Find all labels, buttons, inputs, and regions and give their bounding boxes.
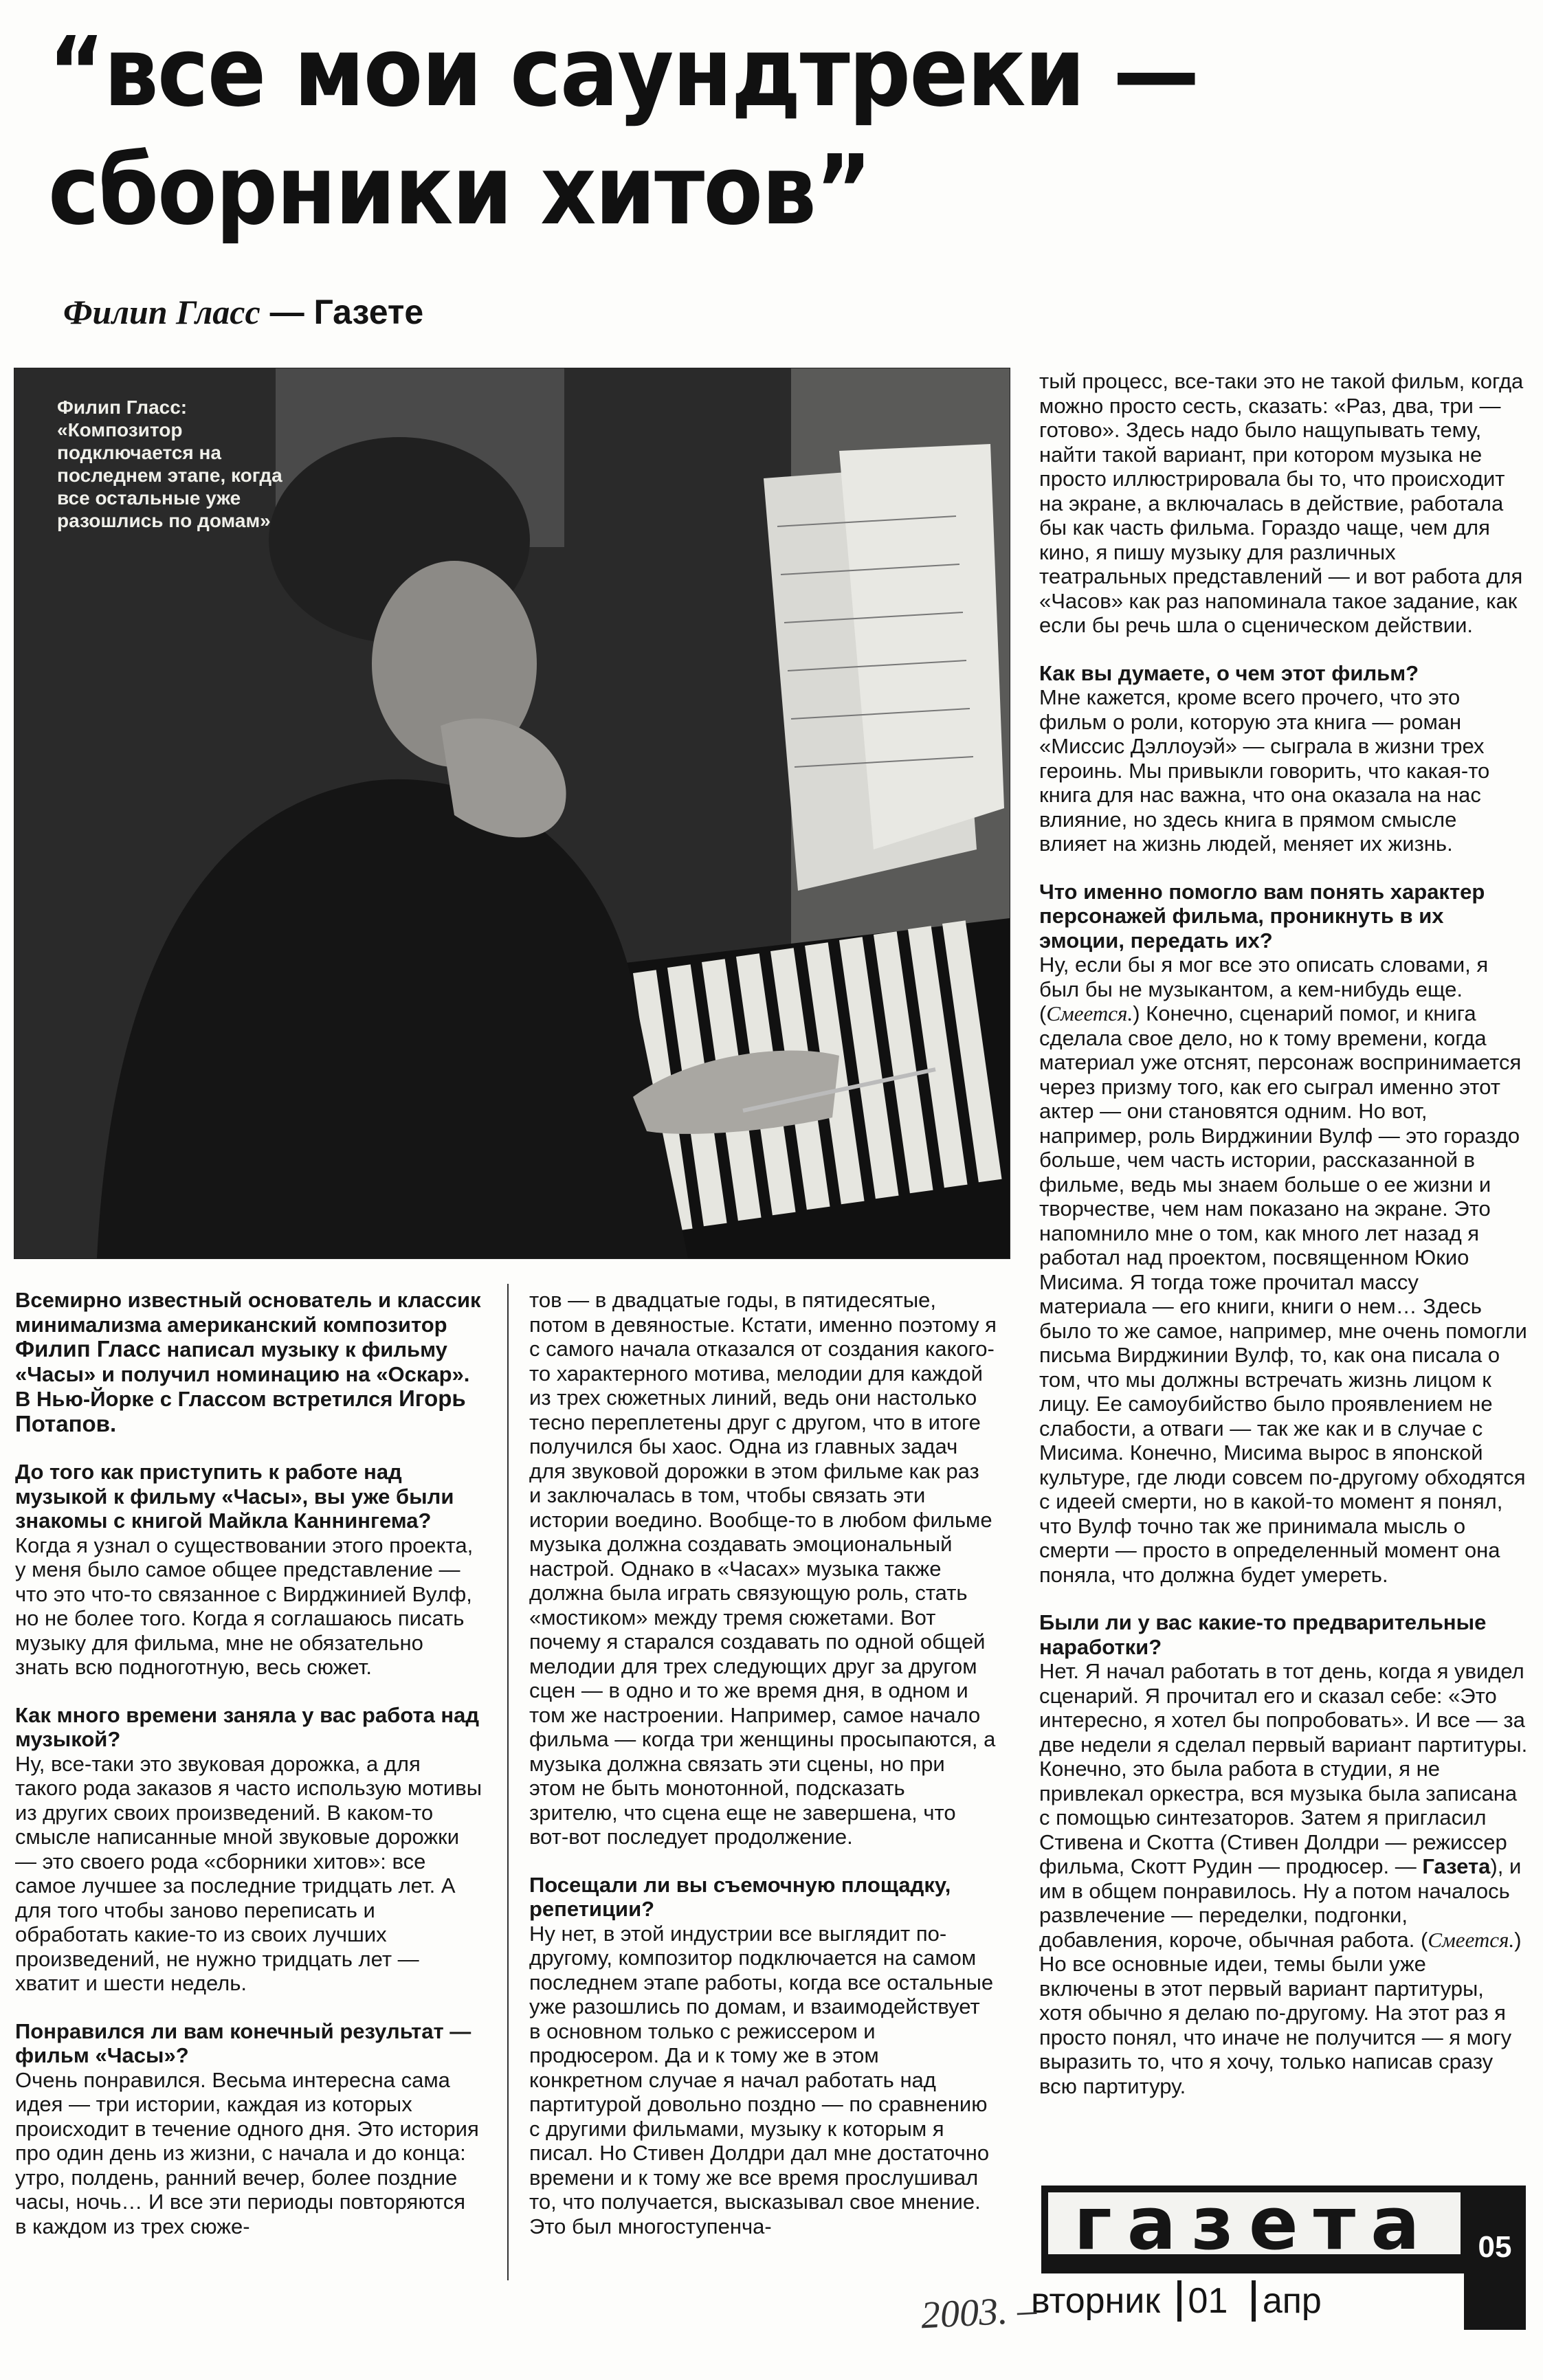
lead-text-2: написал музыку к фильму «Часы» и получил номинацию на «Оскар». В Нью-Йорке с Глассом встретился bbox=[15, 1337, 470, 1411]
answer-3-part-1: Очень понравился. Весьма интересна сама идея — три истории, каждая из которых происходит в течение одного дня. Это история про один день из жизни, с начала и до конца: утро, полдень, ранний вечер, более поздние часы, ночь… И все эти периоды повторяются в каждом из трех сюже- bbox=[15, 2067, 479, 2238]
lead-text-1: Всемирно известный основатель и классик минимализма американский композитор bbox=[15, 1288, 481, 1337]
question-2: Как много времени заняла у вас работа над музыкой? bbox=[15, 1702, 480, 1751]
newspaper-logo: газета bbox=[1048, 2192, 1461, 2254]
photo-caption: Филип Гласс: «Композитор подключается на последнем этапе, когда все остальные уже разошлись по домам» bbox=[57, 397, 282, 531]
answer-3-part-2: тов — в двадцатые годы, в пятидесятые, потом в девяностые. Кстати, именно поэтому я с самого начала отказался от создания какого-то характерного мотива, мелодии для каждой из трех сюжетных линий, ведь они настолько тесно переплетены друг с другом, что в итоге получился бы хаос. Одна из главных задач для звуковой дорожки в этом фильме как раз и заключалась в том, чтобы связать эти истории воедино. Вообще-то в любом фильме музыка должна создавать эмоциональный настрой. Однако в «Часах» музыка также должна была играть связующую роль, стать «мостиком» между тремя сюжетами. Вот почему я старался создавать по одной общей мелодии для трех следующих друг за другом сцен — в одно и то же время дня, в одном и том же настроении. Например, самое начало фильма — когда три женщины просыпаются, а музыка должна связать эти сцены, но при этом не быть монотонной, подсказать зрителю, что сцена еще не завершена, что вот-вот последует продолжение. bbox=[529, 1288, 997, 1849]
answer-7-remark: Смеется. bbox=[1428, 1927, 1515, 1952]
headline bbox=[48, 14, 1223, 250]
answer-7-text-1: Нет. Я начал работать в тот день, когда я увидел сценарий. Я прочитал его и сказал себе: «Это интересно, я хотел бы попробовать». И все — за две недели я сделал первый вариант партитуры. Конечно, это была работа в студии, я не привлекал оркестра, вся музыка была записана с помощью синтезаторов. Затем я пригласил Стивена и Скотта (Стивен Долдри — режиссер фильма, Скотт Рудин — продюсер. — bbox=[1039, 1659, 1528, 1878]
issue-month: апр bbox=[1252, 2280, 1329, 2322]
handwritten-year-note: 2003. – bbox=[920, 2288, 1038, 2337]
answer-6-text-1: Ну, если бы я мог все это описать словами, я был бы не музыкантом, а кем-нибудь еще. ( bbox=[1039, 953, 1489, 1025]
answer-2: Ну, все-таки это звуковая дорожка, а для такого рода заказов я часто использую мотивы из других своих произведений. В каком-то смысле написанные мной звуковые дорожки — это своего рода «сборники хитов»: все самое лучшее за последние тридцать лет. А для того чтобы заново переписать и обработать какие-то из своих лучших произведений, не нужно тридцать лет — хватит и шести недель. bbox=[15, 1751, 482, 1995]
answer-6 bbox=[1039, 953, 1529, 1587]
answer-7 bbox=[1039, 1659, 1529, 2098]
question-4: Посещали ли вы съемочную площадку, репетиции? bbox=[529, 1872, 951, 1921]
issue-day: 01 bbox=[1177, 2280, 1235, 2322]
lead-paragraph bbox=[15, 1288, 482, 1436]
byline bbox=[63, 292, 423, 332]
answer-7-text-3: ) Но все основные идеи, темы были уже включены в этот первый вариант партитуры, хотя обычно я делаю по-другому. На этот раз я просто понял, что иначе не получится — я могу выразить то, что я хочу, только написав сразу всю партитуру. bbox=[1039, 1927, 1522, 2098]
answer-7-text-2: ), и им в общем понравилось. Ну а потом началось развлечение — переделки, подгонки, добавления, короче, обычная работа. ( bbox=[1039, 1854, 1522, 1952]
answer-5: Мне кажется, кроме всего прочего, что это фильм о роли, которую эта книга — роман «Миссис Дэллоуэй» — сыграла в жизни трех героинь. Мы привыкли говорить, что какая-то книга для нас важна, что она оказала на нас влияние, но здесь книга в прямом смысле влияет на жизнь людей, меняет их жизнь. bbox=[1039, 685, 1490, 856]
question-3: Понравился ли вам конечный результат — фильм «Часы»? bbox=[15, 2018, 471, 2067]
question-1: До того как приступить к работе над музыкой к фильму «Часы», вы уже были знакомы с книгой Майкла Каннингема? bbox=[15, 1460, 454, 1533]
lead-name-composer: Филип Гласс bbox=[15, 1336, 161, 1361]
column-divider bbox=[507, 1284, 509, 2280]
answer-4-part-1: Ну нет, в этой индустрии все выглядит по-другому, композитор подключается на самом последнем этапе работы, когда все остальные уже разошлись по домам, и взаимодействует в основном только с режиссером и продюсером. Да и к тому же в этом конкретном случае я начал работать над партитурой довольно поздно — по сравнению с другими фильмами, музыку к которым я писал. Но Стивен Долдри дал мне достаточно времени и к тому же все время прослушивал то, что получается, высказывал свое мнение. Это был многоступенча- bbox=[529, 1921, 994, 2238]
answer-4-part-2: тый процесс, все-таки это не такой фильм, когда можно просто сесть, сказать: «Раз, два, три — готово». Здесь надо было нащупывать тему, найти такой вариант, при котором музыка не просто иллюстрировала бы то, что происходит на экране, а включалась в действие, работала бы как часть фильма. Гораздо чаще, чем для кино, я пишу музыку для различных театральных представлений — и вот работа для «Часов» как раз напоминала такое задание, как если бы речь шла о сценическом действии. bbox=[1039, 369, 1524, 637]
question-5: Как вы думаете, о чем этот фильм? bbox=[1039, 660, 1419, 685]
lead-name-author: Игорь Потапов. bbox=[15, 1386, 466, 1436]
question-7: Были ли у вас какие-то предварительные наработки? bbox=[1039, 1610, 1487, 1659]
answer-1: Когда я узнал о существовании этого проекта, у меня было самое общее представление — что это что-то связанное с Вирджинией Вулф, но не более того. Когда я соглашаюсь писать музыку для фильма, мне не обязательно знать всю подноготную, весь сюжет. bbox=[15, 1533, 474, 1679]
issue-date bbox=[1031, 2278, 1329, 2337]
newspaper-masthead bbox=[1041, 2186, 1469, 2273]
article-column-2 bbox=[529, 1288, 997, 2238]
answer-7-gazeta: Газета bbox=[1422, 1854, 1491, 1878]
composer-photo bbox=[14, 368, 1010, 1259]
answer-6-remark: Смеется. bbox=[1046, 1001, 1133, 1025]
article-column-3 bbox=[1039, 369, 1529, 2098]
headline-line-1: “все мои саундтреки — bbox=[48, 16, 1199, 129]
byline-outlet: — Газете bbox=[260, 293, 424, 331]
question-6: Что именно помогло вам понять характер персонажей фильма, проникнуть в их эмоции, передать их? bbox=[1039, 879, 1485, 953]
article-column-1 bbox=[15, 1288, 482, 2238]
answer-6-text-2: ) Конечно, сценарий помог, и книга сделала свое дело, но к тому времени, когда материал уже отснят, персонаж воспринимается через призму того, как его сыграл именно этот актер — они становятся одним. Но вот, например, роль Вирджинии Вулф — это гораздо больше, чем часть истории, рассказанной в фильме, ведь мы знаем больше о ее жизни и творчестве, чем нам показано на экране. Это напомнило мне о том, как много лет назад я работал над проектом, посвященном Юкио Мисима. Я тогда тоже прочитал массу материала — его книги, книги о нем… Здесь было то же самое, например, мне очень помогли письма Вирджинии Вулф, то, как она писала о том, что мы должны встречать жизнь лицом к лицу. Ее самоубийство было проявлением не слабости, а отваги — так же как и в случае с Мисима. Конечно, Мисима вырос в японской культуре, где люди совсем по-другому обходятся с идеей смерти, но в какой-то момент я понял, что Вулф точно так же принимала мысль о смерти — просто в определенный момент она поняла, что должна будет умереть. bbox=[1039, 1001, 1527, 1587]
byline-author: Филип Гласс bbox=[63, 293, 260, 331]
issue-weekday: вторник bbox=[1031, 2281, 1161, 2322]
headline-line-2: сборники хитов” bbox=[48, 135, 872, 247]
page-number: 05 bbox=[1464, 2186, 1526, 2330]
